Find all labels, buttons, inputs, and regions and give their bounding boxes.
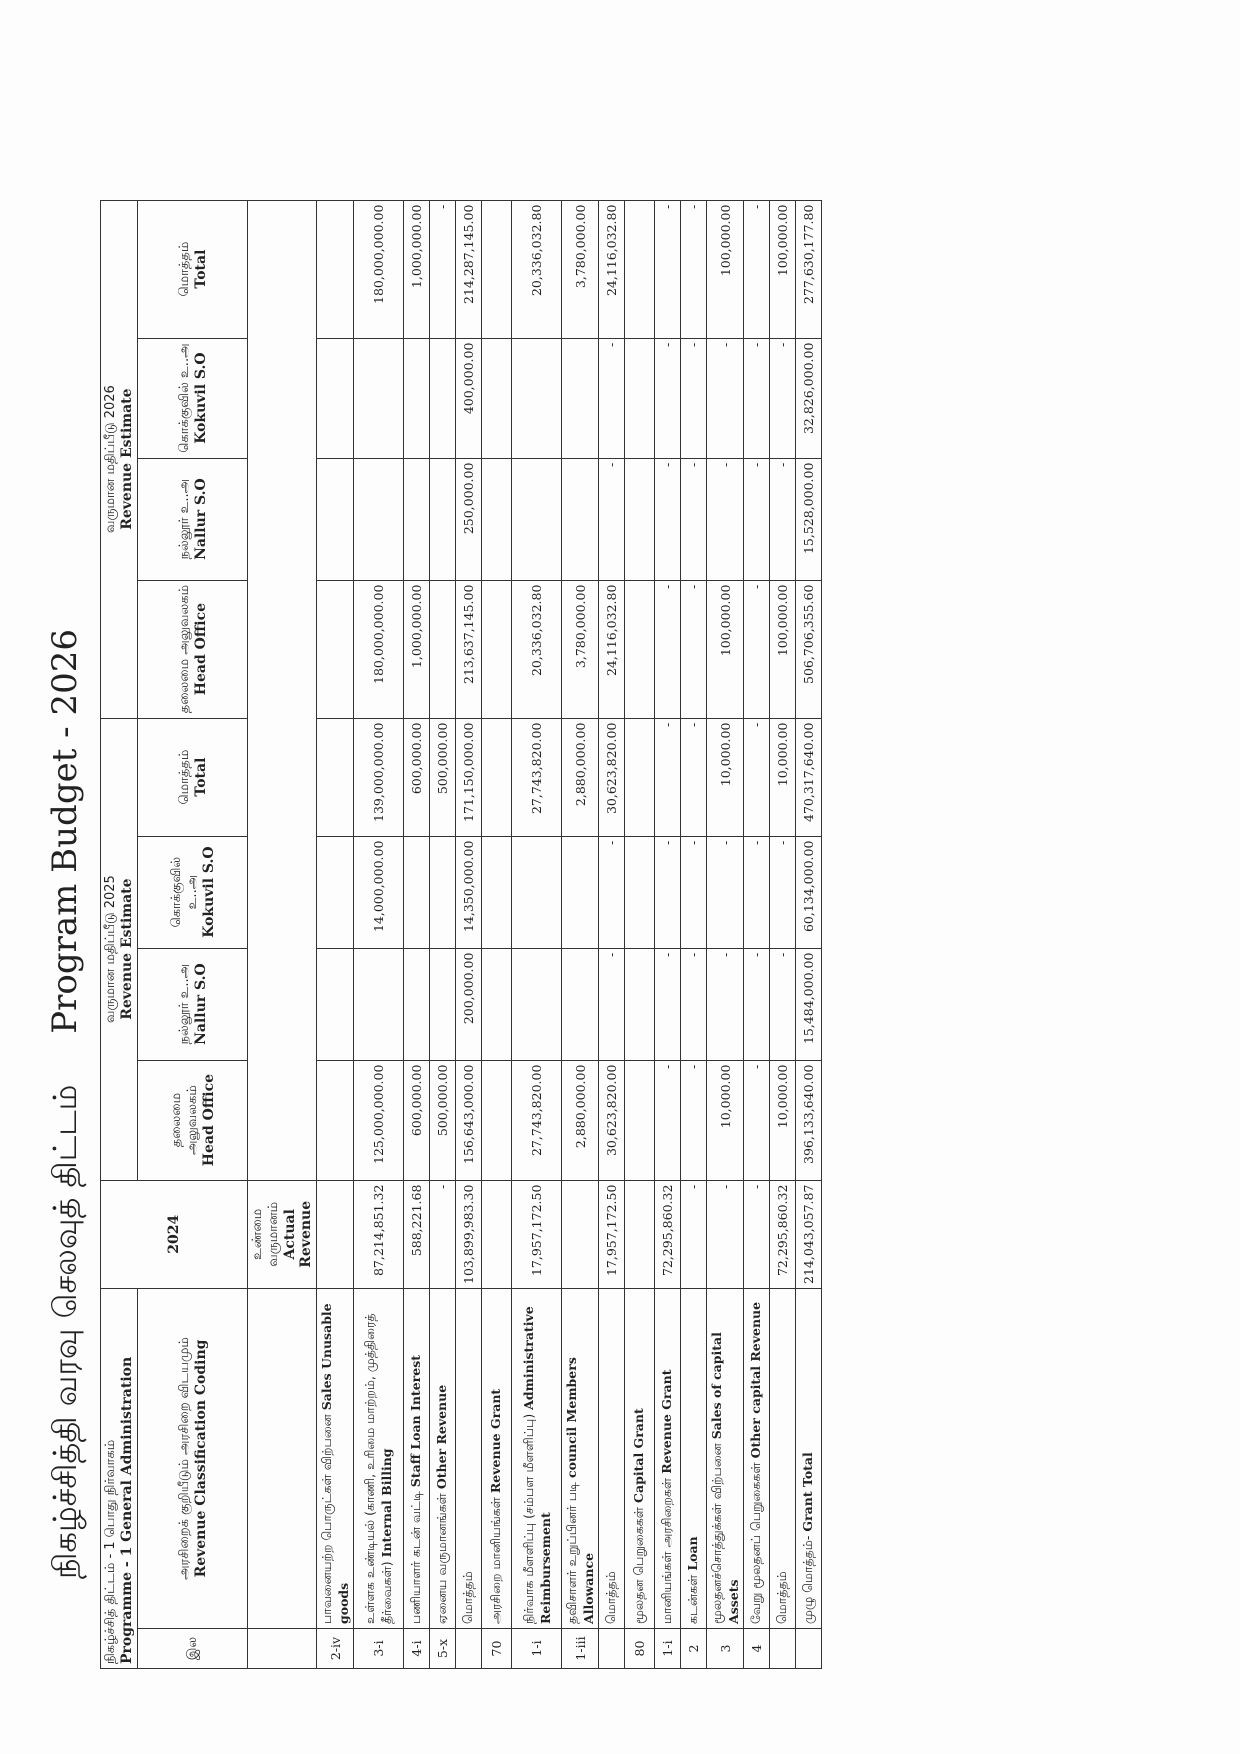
row-description [599,1289,625,1629]
row-description [681,1289,707,1629]
value-cell: - [599,458,625,580]
value-cell: 2,880,000.00 [562,718,599,836]
value-cell: 10,000.00 [770,1060,796,1180]
table-row [655,200,681,1668]
table-row [512,200,562,1668]
value-cell [354,458,404,580]
value-cell [562,948,599,1060]
estimate-2025-en: Revenue Estimate [119,878,135,1020]
value-cell: - [681,718,707,836]
row-description [796,1289,822,1629]
row-code [796,1629,822,1669]
value-cell: - [599,836,625,948]
value-cell: - [707,458,744,580]
row-description-en: Sales of capital Assets [709,1332,741,1624]
row-code: 80 [625,1629,655,1669]
value-cell: - [655,580,681,718]
header-row-2 [138,200,248,1668]
value-cell: 87,214,851.32 [354,1180,404,1288]
document-heading [30,79,100,1579]
row-description-en: Loan [685,1536,700,1571]
row-description [482,1289,512,1629]
row-description-en: Other Revenue [434,1384,449,1490]
value-cell: - [655,338,681,458]
kokuvil-ta: கொக்குவில் உ..அ [168,856,200,928]
value-cell: 17,957,172.50 [512,1180,562,1288]
table-row [770,200,796,1668]
code-header [138,1629,248,1669]
value-cell [404,458,430,580]
value-cell [430,580,456,718]
value-cell: - [744,1060,770,1180]
blank-cell [248,1629,317,1669]
value-cell: - [744,338,770,458]
actual-ta: உண்மை வருமானம் [250,1201,281,1267]
table-row [599,200,625,1668]
value-cell: - [655,1060,681,1180]
classification-en: Revenue Classification Coding [192,1339,209,1578]
value-cell [625,718,655,836]
row-code [599,1629,625,1669]
value-cell: - [707,948,744,1060]
value-cell [317,718,354,836]
row-code: 3-i [354,1629,404,1669]
row-description-en: Grant Total [800,1452,815,1532]
table-row [482,200,512,1668]
nallur-en: Nallur S.O [192,963,209,1045]
value-cell [317,338,354,458]
value-cell: 17,957,172.50 [599,1180,625,1288]
table-row [744,200,770,1668]
value-cell: 171,150,000.00 [456,718,482,836]
value-cell: - [681,1180,707,1288]
row-code: 70 [482,1629,512,1669]
estimate-2026-header [101,200,138,718]
value-cell: 10,000.00 [770,718,796,836]
value-cell [482,1180,512,1288]
value-cell: - [681,200,707,338]
value-cell [354,948,404,1060]
blank-cell [248,200,317,1180]
row-code: 2-iv [317,1629,354,1669]
row-description-ta: ஏனைய வருமானங்கள் [434,1493,449,1624]
kokuvil-ta: கொக்குவில் உ..அ [176,343,192,453]
h26-total [138,200,248,338]
value-cell: 156,643,000.00 [456,1060,482,1180]
value-cell: - [655,836,681,948]
value-cell: 506,706,355.60 [796,580,822,718]
estimate-2025-ta: வருமான மதிப்பீடு 2025 [103,875,118,1023]
value-cell: 103,899,983.30 [456,1180,482,1288]
value-cell [430,948,456,1060]
value-cell: - [599,338,625,458]
value-cell: - [707,338,744,458]
value-cell: - [430,1180,456,1288]
code-label: இல [185,1636,200,1661]
row-description-ta: நிர்வாக மீளளிப்பு (சம்பள மீளளிப்பு) [520,1413,536,1624]
value-cell: - [744,580,770,718]
programme-title-cell [101,1289,138,1669]
table-row [707,200,744,1668]
value-cell [482,338,512,458]
value-cell: 600,000.00 [404,718,430,836]
row-description [562,1289,599,1629]
heading-english: Program Budget - 2026 [45,629,85,1034]
value-cell [430,836,456,948]
blank-cell [248,1289,317,1629]
row-code: 2 [681,1629,707,1669]
value-cell: - [744,948,770,1060]
value-cell [625,948,655,1060]
total-ta: மொத்தம் [176,749,192,805]
value-cell [482,1060,512,1180]
actual-revenue-subheader [248,200,317,1668]
row-code: 1-i [655,1629,681,1669]
value-cell: 72,295,860.32 [655,1180,681,1288]
row-code: 1-i [512,1629,562,1669]
table-row [430,200,456,1668]
table-row [456,200,482,1668]
head-office-en: Head Office [200,1073,217,1167]
row-description [512,1289,562,1629]
year-2024-label: 2024 [166,1214,182,1254]
row-code: 4-i [404,1629,430,1669]
row-description-ta: மொத்தம் [774,1571,789,1624]
h26-nallur [138,458,248,580]
row-description [625,1289,655,1629]
table-body [317,200,822,1668]
value-cell: - [599,948,625,1060]
row-description-en: Capital Grant [631,1408,646,1503]
value-cell [317,1060,354,1180]
row-description [456,1289,482,1629]
value-cell [482,836,512,948]
value-cell [512,836,562,948]
value-cell: 1,000,000.00 [404,580,430,718]
year-2024-header [101,1180,248,1288]
value-cell: 14,350,000.00 [456,836,482,948]
value-cell: 600,000.00 [404,1060,430,1180]
row-code: 3 [707,1629,744,1669]
value-cell: 200,000.00 [456,948,482,1060]
value-cell [625,580,655,718]
row-description-ta: மூலதனச்சொத்துக்கள் விற்பனை [709,1443,724,1624]
value-cell: 27,743,820.00 [512,1060,562,1180]
actual-en: Actual Revenue [282,1200,314,1268]
value-cell [512,458,562,580]
row-description-ta: கடன்கள் [685,1574,700,1624]
row-description [655,1289,681,1629]
kokuvil-en: Kokuvil S.O [192,352,209,444]
value-cell [317,1180,354,1288]
value-cell: - [681,458,707,580]
value-cell [317,458,354,580]
row-code: 4 [744,1629,770,1669]
value-cell [317,948,354,1060]
value-cell [562,1180,599,1288]
value-cell: - [681,580,707,718]
row-description-ta: மொத்தம் [460,1571,475,1624]
classification-ta: அரசிறைக் குறியீடும் அரசிறை விடயமும் [176,1337,192,1580]
row-description [317,1289,354,1629]
value-cell: - [744,458,770,580]
total-ta: மொத்தம் [176,241,192,297]
value-cell: 1,000,000.00 [404,200,430,338]
value-cell: - [655,948,681,1060]
value-cell: - [681,1060,707,1180]
value-cell: 20,336,032.80 [512,200,562,338]
value-cell: - [744,836,770,948]
estimate-2025-header [101,718,138,1180]
row-description [354,1289,404,1629]
value-cell: 214,287,145.00 [456,200,482,338]
value-cell [317,200,354,338]
value-cell [562,338,599,458]
value-cell: 24,116,032.80 [599,200,625,338]
value-cell [625,1180,655,1288]
row-description-ta: அரசிறை மானியங்கள் [488,1497,503,1624]
row-description [707,1289,744,1629]
nallur-en: Nallur S.O [192,478,209,560]
value-cell: 139,000,000.00 [354,718,404,836]
value-cell: 15,528,000.00 [796,458,822,580]
table-row [317,200,354,1668]
table-row [681,200,707,1668]
value-cell: - [430,200,456,338]
row-description-ta: முழு மொத்தம்- [800,1535,815,1624]
value-cell: 214,043,057.87 [796,1180,822,1288]
nallur-ta: நல்லூர் உ..அ [176,963,192,1045]
estimate-2026-en: Revenue Estimate [119,388,135,530]
value-cell: - [770,338,796,458]
value-cell: 277,630,177.80 [796,200,822,338]
value-cell: 400,000.00 [456,338,482,458]
value-cell: - [770,458,796,580]
row-description-en: Revenue Grant [659,1369,674,1474]
value-cell: - [681,948,707,1060]
value-cell: - [681,836,707,948]
value-cell [625,1060,655,1180]
value-cell: - [770,836,796,948]
kokuvil-en: Kokuvil S.O [200,846,217,938]
value-cell [404,836,430,948]
row-description-ta: பணியாளர் கடன் வட்டி [408,1491,423,1624]
row-description-en: Revenue Grant [488,1388,503,1494]
row-description-ta: வேறு மூலதனப் பெறுகைகள் [748,1462,763,1624]
value-cell [625,836,655,948]
h25-head-office [138,1060,248,1180]
value-cell: 15,484,000.00 [796,948,822,1060]
value-cell: 60,134,000.00 [796,836,822,948]
total-en: Total [192,757,209,797]
head-office-en: Head Office [192,602,209,696]
value-cell: 10,000.00 [707,1060,744,1180]
row-description [430,1289,456,1629]
value-cell: - [744,718,770,836]
value-cell [404,948,430,1060]
value-cell: 396,133,640.00 [796,1060,822,1180]
h25-total [138,718,248,836]
value-cell [482,458,512,580]
table-row [404,200,430,1668]
budget-table [100,200,822,1669]
value-cell: - [655,458,681,580]
value-cell [562,836,599,948]
h25-kokuvil [138,836,248,948]
value-cell: 72,295,860.32 [770,1180,796,1288]
value-cell [317,836,354,948]
total-en: Total [192,249,209,289]
value-cell: 24,116,032.80 [599,580,625,718]
value-cell [430,458,456,580]
value-cell: 250,000.00 [456,458,482,580]
value-cell: 100,000.00 [707,200,744,338]
row-description-ta: பாவனையற்ற பொருட்கள் விற்பனை [319,1414,334,1624]
row-description-ta: மூலதன பெறுகைகள் [631,1506,646,1624]
value-cell: 470,317,640.00 [796,718,822,836]
value-cell: - [655,718,681,836]
heading-tamil: நிகழ்ச்சித்தி வரவு செலவுத் திட்டம் [46,1084,84,1579]
row-code [770,1629,796,1669]
value-cell: 3,780,000.00 [562,580,599,718]
row-description-en: Other capital Revenue [748,1301,763,1459]
row-description-en: Internal Billing [378,1448,394,1558]
row-description-ta: உள்ளக உண்டியல் (காணி, உரிமை மாற்றம், முத்திரைத் தீர்வைகள்) [361,1313,394,1624]
value-cell [482,718,512,836]
row-description-ta: மொத்தம் [603,1571,618,1624]
row-description [744,1289,770,1629]
value-cell [512,948,562,1060]
row-code: 1-iii [562,1629,599,1669]
value-cell: - [770,948,796,1060]
value-cell [404,338,430,458]
value-cell [562,458,599,580]
value-cell: 180,000,000.00 [354,200,404,338]
value-cell [317,580,354,718]
value-cell [482,948,512,1060]
programme-title-ta: நிகழ்ச்சித் திட்டம் - 1 பொது நிர்வாகம் [103,1439,118,1664]
value-cell [482,200,512,338]
value-cell: 588,221.68 [404,1180,430,1288]
value-cell [625,200,655,338]
value-cell: - [707,1180,744,1288]
table-row [354,200,404,1668]
value-cell [625,458,655,580]
row-description-en: Administrative Reimbursement [520,1306,553,1624]
value-cell: 20,336,032.80 [512,580,562,718]
value-cell: 10,000.00 [707,718,744,836]
row-description [404,1289,430,1629]
value-cell [430,338,456,458]
value-cell: 180,000,000.00 [354,580,404,718]
row-code: 5-x [430,1629,456,1669]
value-cell: 14,000,000.00 [354,836,404,948]
actual-revenue-header [248,1180,317,1288]
estimate-2026-ta: வருமான மதிப்பீடு 2026 [103,385,118,533]
table-row [796,200,822,1668]
value-cell: 3,780,000.00 [562,200,599,338]
table-row [625,200,655,1668]
row-description-en: council Members Allowance [564,1357,596,1624]
value-cell: - [744,200,770,338]
value-cell: - [707,836,744,948]
header-row-1 [101,200,138,1668]
value-cell [625,338,655,458]
row-code [456,1629,482,1669]
h26-kokuvil [138,338,248,458]
nallur-ta: நல்லூர் உ..அ [176,478,192,560]
value-cell: 30,623,820.00 [599,1060,625,1180]
value-cell: 30,623,820.00 [599,718,625,836]
value-cell [482,580,512,718]
value-cell: 500,000.00 [430,1060,456,1180]
row-description-ta: தவிசாளர் உறுப்பினர் படி [564,1482,579,1624]
value-cell: - [744,1180,770,1288]
row-description-en: Staff Loan Interest [408,1354,423,1488]
programme-title-en: Programme - 1 General Administration [119,1356,135,1664]
value-cell: 100,000.00 [707,580,744,718]
classification-header [138,1289,248,1629]
value-cell: - [681,338,707,458]
head-office-ta: தலைமை அலுவலகம் [168,1085,200,1156]
table-row [562,200,599,1668]
value-cell: 213,637,145.00 [456,580,482,718]
value-cell: 2,880,000.00 [562,1060,599,1180]
value-cell [512,338,562,458]
value-cell [354,338,404,458]
row-description-en: Sales Unusable goods [319,1303,351,1624]
head-office-ta: தலைமை அலுவலகம் [176,584,192,714]
value-cell: 125,000,000.00 [354,1060,404,1180]
value-cell: 100,000.00 [770,580,796,718]
h25-nallur [138,948,248,1060]
row-description-ta: மானியங்கள் அரசிறைகள் [659,1477,674,1624]
h26-head-office [138,580,248,718]
value-cell: 32,826,000.00 [796,338,822,458]
value-cell: 27,743,820.00 [512,718,562,836]
value-cell: - [655,200,681,338]
value-cell: 500,000.00 [430,718,456,836]
row-description [770,1289,796,1629]
value-cell: 100,000.00 [770,200,796,338]
